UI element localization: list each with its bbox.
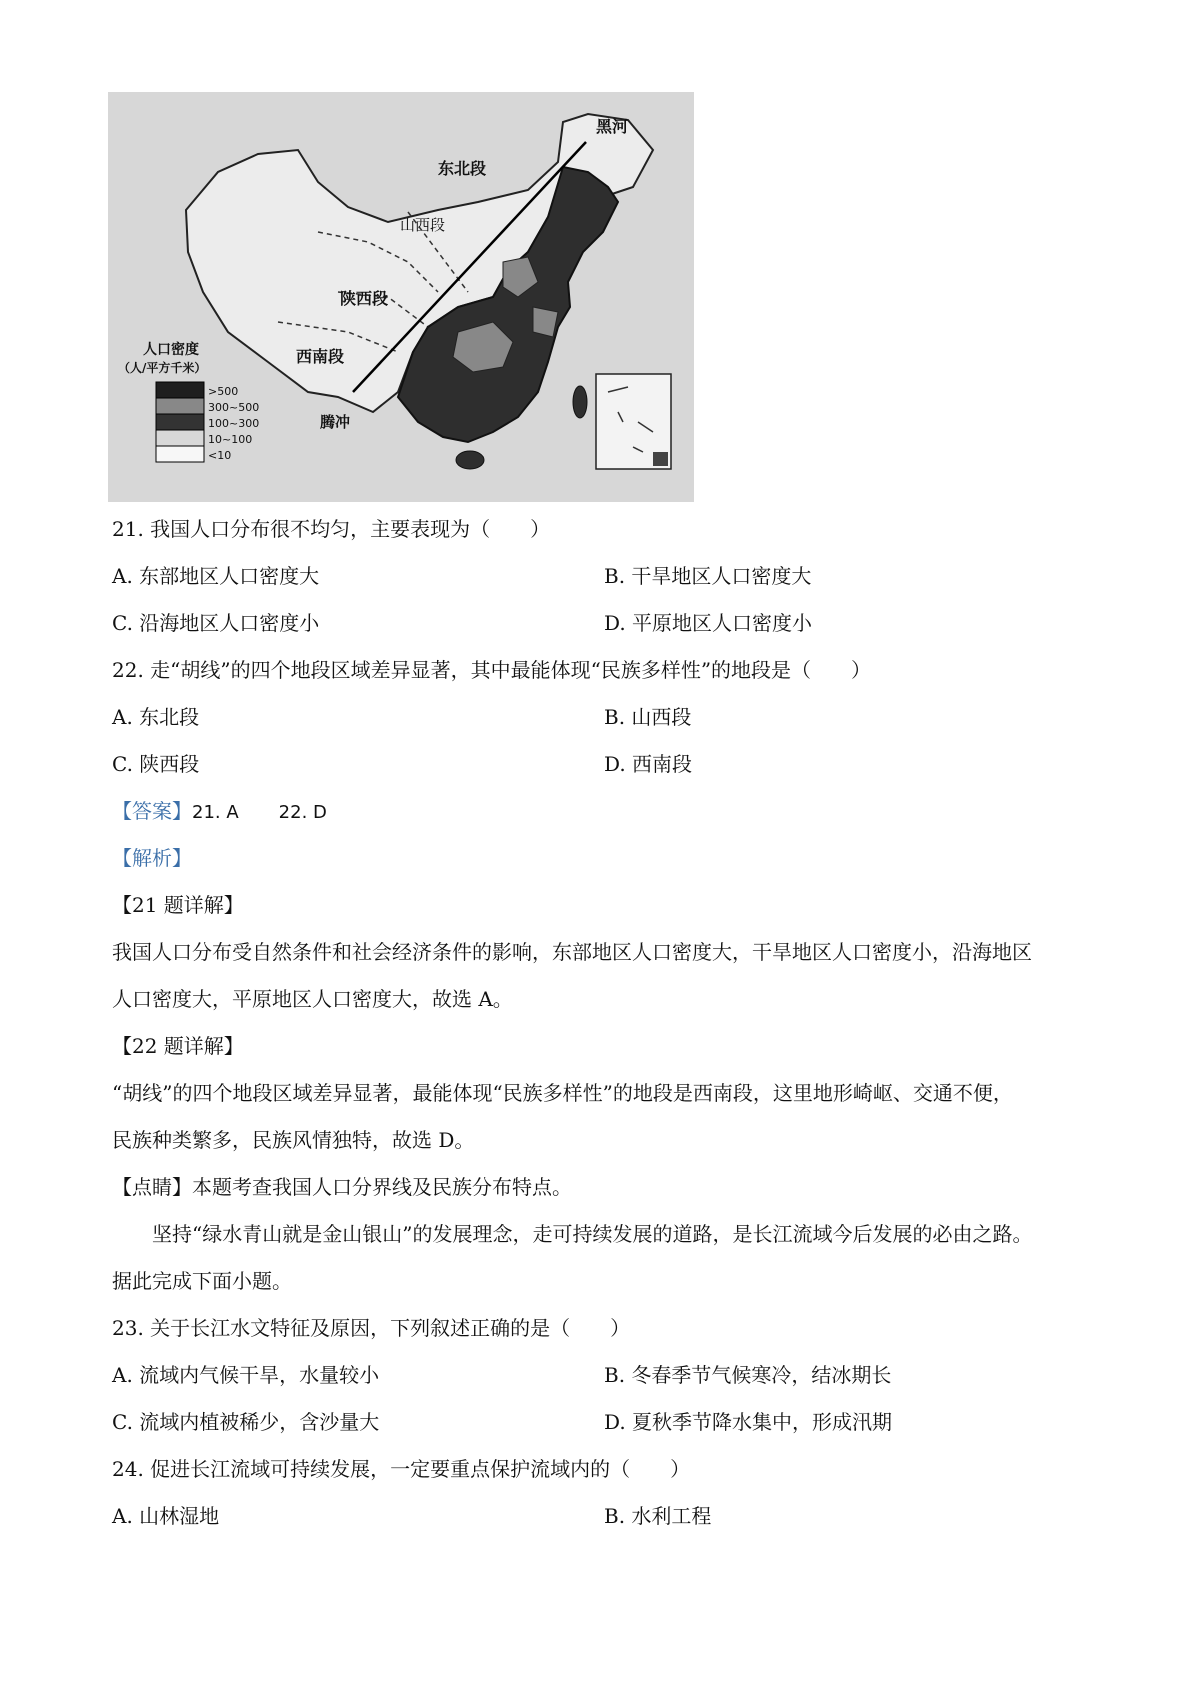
q24-stem: 24. 促进长江流域可持续发展，一定要重点保护流域内的（ ） — [112, 1457, 691, 1481]
q23-stem: 23. 关于长江水文特征及原因，下列叙述正确的是（ ） — [112, 1316, 631, 1340]
answer-line — [112, 797, 327, 827]
intro-line2: 据此完成下面小题。 — [112, 1269, 292, 1293]
legend-item-4: 10~100 — [208, 433, 253, 446]
label-dongbei: 东北段 — [438, 159, 487, 178]
q21-option-b: B. 干旱地区人口密度大 — [604, 564, 812, 588]
label-shanxi: 山西段 — [400, 216, 446, 234]
legend-unit: （人/平方千米） — [118, 361, 207, 375]
detail22-label: 【22 题详解】 — [112, 1034, 244, 1058]
q22-option-c: C. 陕西段 — [112, 752, 200, 776]
detail22-line1: “胡线”的四个地段区域差异显著，最能体现“民族多样性”的地段是西南段，这里地形崎岖、交通不便， — [112, 1081, 1013, 1105]
comment: 【点睛】本题考查我国人口分界线及民族分布特点。 — [112, 1175, 572, 1199]
label-xinan: 西南段 — [296, 347, 345, 366]
label-heihe: 黑河 — [596, 117, 629, 136]
q23-option-d: D. 夏秋季节降水集中，形成汛期 — [604, 1410, 893, 1434]
q21-option-a: A. 东部地区人口密度大 — [112, 564, 320, 588]
q22-option-d: D. 西南段 — [604, 752, 693, 776]
map-taiwan — [573, 386, 587, 418]
detail21-line2: 人口密度大，平原地区人口密度大，故选 A。 — [112, 987, 513, 1011]
q23-option-c: C. 流域内植被稀少，含沙量大 — [112, 1410, 380, 1434]
q22-option-b: B. 山西段 — [604, 705, 692, 729]
label-tengchong: 腾冲 — [320, 413, 351, 431]
answer-label: 【答案】 — [112, 799, 192, 823]
q24-option-b: B. 水利工程 — [604, 1504, 712, 1528]
detail22-line2: 民族种类繁多，民族风情独特，故选 D。 — [112, 1128, 475, 1152]
q21-option-d: D. 平原地区人口密度小 — [604, 611, 813, 635]
q21-option-c: C. 沿海地区人口密度小 — [112, 611, 320, 635]
map-legend — [118, 341, 259, 462]
q23-option-b: B. 冬春季节气候寒冷，结冰期长 — [604, 1363, 892, 1387]
q23-option-a: A. 流域内气候干旱，水量较小 — [112, 1363, 380, 1387]
q24-option-a: A. 山林湿地 — [112, 1504, 220, 1528]
detail21-label: 【21 题详解】 — [112, 893, 244, 917]
answer-21: 21. A — [192, 802, 239, 823]
analysis-label: 【解析】 — [112, 846, 192, 870]
q21-stem: 21. 我国人口分布很不均匀，主要表现为（ ） — [112, 517, 551, 541]
label-shaanxi: 陕西段 — [340, 289, 389, 308]
q22-option-a: A. 东北段 — [112, 705, 200, 729]
detail21-line1: 我国人口分布受自然条件和社会经济条件的影响，东部地区人口密度大，干旱地区人口密度小，沿海地区 — [112, 940, 1032, 964]
legend-item-2: 300~500 — [208, 401, 260, 414]
q22-stem: 22. 走“胡线”的四个地段区域差异显著，其中最能体现“民族多样性”的地段是（ ） — [112, 658, 872, 682]
legend-item-3: 100~300 — [208, 417, 260, 430]
legend-title: 人口密度 — [143, 342, 199, 358]
population-density-map — [108, 92, 694, 502]
legend-item-1: >500 — [208, 385, 239, 398]
answer-22: 22. D — [278, 802, 327, 823]
legend-item-5: <10 — [208, 449, 232, 462]
map-hainan — [456, 451, 484, 469]
intro-line1: 坚持“绿水青山就是金山银山”的发展理念，走可持续发展的道路，是长江流域今后发展的必由之路。 — [152, 1222, 1033, 1246]
